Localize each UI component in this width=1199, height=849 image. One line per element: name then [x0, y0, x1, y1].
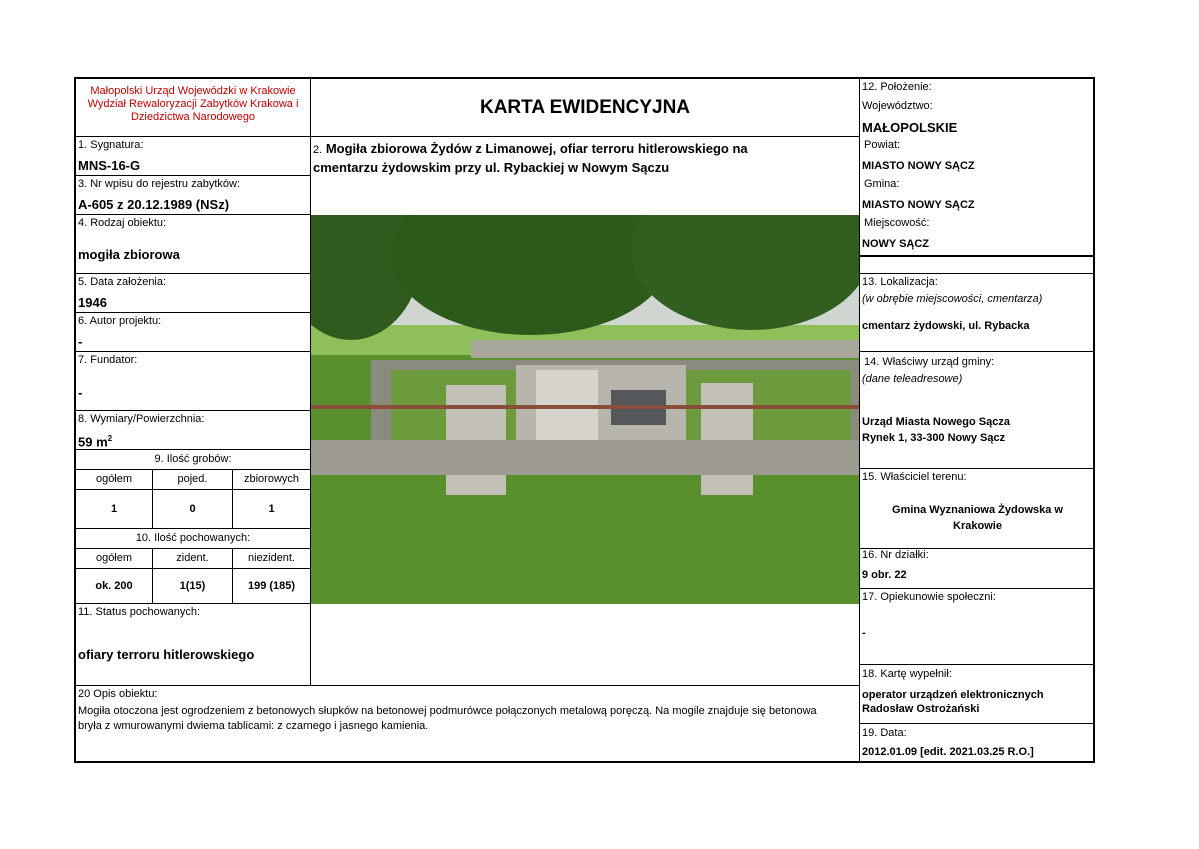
- wypelnil-value-1: operator urządzeń elektronicznych: [862, 689, 1044, 701]
- blank-cell: [311, 604, 860, 686]
- data-value: 2012.01.09 [edit. 2021.03.25 R.O.]: [862, 746, 1034, 758]
- dzialka-value: 9 obr. 22: [862, 569, 907, 581]
- rejestr-value: A-605 z 20.12.1989 (NSz): [78, 197, 230, 212]
- urzad-name: Urząd Miasta Nowego Sącza: [862, 416, 1010, 428]
- groby-ogolem-value: 1: [76, 490, 153, 529]
- fundator-value: -: [78, 385, 83, 400]
- wojewodztwo-value: MAŁOPOLSKIE: [862, 120, 958, 135]
- groby-header: 9. Ilość grobów:: [76, 450, 311, 470]
- lokalizacja-value: cmentarz żydowski, ul. Rybacka: [862, 320, 1030, 332]
- field-wymiary: 8. Wymiary/Powierzchnia: 59 $m^2$: [76, 411, 311, 450]
- office-name: Małopolski Urząd Wojewódzki w Krakowie Wydział Rewaloryzacji Zabytków Krakowa i Dziedzictwa Narodowego: [87, 85, 299, 123]
- opiekunowie-value: -: [862, 627, 866, 639]
- field-fundator: 7. Fundator: -: [76, 352, 311, 411]
- light-stone-tablet: [536, 370, 598, 450]
- page-title: KARTA EWIDENCYJNA: [479, 97, 691, 118]
- groby-zbiorowych-value: 1: [233, 490, 311, 529]
- metal-rail: [311, 405, 859, 409]
- sygnatura-value: MNS-16-G: [78, 158, 141, 173]
- pochowani-header: 10. Ilość pochowanych:: [76, 529, 311, 549]
- office-header: [76, 79, 311, 137]
- field-urzad-gminy: 14. Właściwy urząd gminy: (dane teleadresowe) Urząd Miasta Nowego Sącza Rynek 1, 33-300 Nowy Sącz: [860, 352, 1095, 469]
- pochowani-zident-value: 1(15): [153, 569, 233, 604]
- rear-fence: [471, 340, 859, 358]
- urzad-address: Rynek 1, 33-300 Nowy Sącz: [862, 432, 1006, 444]
- autor-value: -: [78, 334, 83, 349]
- row-divider: [860, 255, 1095, 257]
- groby-col-pojed: pojed.: [153, 470, 233, 490]
- wlasciciel-value-2: Krakowie: [953, 520, 1002, 532]
- field-rodzaj: 4. Rodzaj obiektu: mogiła zbiorowa: [76, 215, 311, 274]
- field-autor: 6. Autor projektu: -: [76, 313, 311, 352]
- field-sygnatura: 1. Sygnatura: MNS-16-G: [76, 137, 311, 176]
- wymiary-value: 59 $m^2$: [78, 434, 113, 450]
- card-title-cell: [311, 79, 860, 137]
- wlasciciel-value-1: Gmina Wyznaniowa Żydowska w: [892, 504, 1063, 516]
- field-wlasciciel: 15. Właściciel terenu: Gmina Wyznaniowa Żydowska w Krakowie: [860, 469, 1095, 549]
- rodzaj-value: mogiła zbiorowa: [78, 247, 180, 262]
- gmina-value: MIASTO NOWY SĄCZ: [862, 199, 975, 211]
- field-opiekunowie: 17. Opiekunowie społeczni: -: [860, 589, 1095, 665]
- field-wypelnil: 18. Kartę wypełnił: operator urządzeń elektronicznych Radosław Ostrożański: [860, 665, 1095, 724]
- wypelnil-value-2: Radosław Ostrożański: [862, 703, 980, 715]
- groby-pojed-value: 0: [153, 490, 233, 529]
- powiat-value: MIASTO NOWY SĄCZ: [862, 160, 975, 172]
- pochowani-col-niezident: niezident.: [233, 549, 311, 569]
- field-data-zalozenia: 5. Data założenia: 1946: [76, 274, 311, 313]
- field-status: 11. Status pochowanych: ofiary terroru hitlerowskiego: [76, 604, 311, 686]
- opis-line-1: Mogiła otoczona jest ogrodzeniem z betonowych słupków na betonowej podmurówce połączonych metalową poręczą. Na mogile znajduje się betonowa: [78, 705, 817, 717]
- field-polozenie: 12. Położenie: Województwo: MAŁOPOLSKIE Powiat: MIASTO NOWY SĄCZ Gmina: MIASTO NOWY SĄCZ Miejscowość: NOWY SĄCZ: [860, 79, 1095, 274]
- pochowani-col-zident: zident.: [153, 549, 233, 569]
- pochowani-col-ogolem: ogółem: [76, 549, 153, 569]
- field-dzialka: 16. Nr działki: 9 obr. 22: [860, 549, 1095, 589]
- data-zalozenia-value: 1946: [78, 295, 107, 310]
- pochowani-ogolem-value: ok. 200: [76, 569, 153, 604]
- foundation-wall: [311, 440, 859, 475]
- object-name: 2. Mogiła zbiorowa Żydów z Limanowej, ofiar terroru hitlerowskiego na cmentarzu żydowskim przy ul. Rybackiej w Nowym Sączu: [311, 137, 860, 215]
- post-right: [701, 383, 753, 495]
- pochowani-niezident-value: 199 (185): [233, 569, 311, 604]
- miejscowosc-value: NOWY SĄCZ: [862, 238, 930, 250]
- groby-col-zbiorowych: zbiorowych: [233, 470, 311, 490]
- groby-col-ogolem: ogółem: [76, 470, 153, 490]
- opis-line-2: bryła z wmurowanymi dwiema tablicami: z czarnego i jasnego kamienia.: [78, 720, 429, 732]
- record-card: [74, 77, 1095, 763]
- field-opis: 20 Opis obiektu: Mogiła otoczona jest ogrodzeniem z betonowych słupków na betonowej podmurówce połączonych metalową poręczą. Na mogile znajduje się betonowa bryła z wmurowanymi dwiema tablicami: z czarnego i jasnego kamienia.: [76, 686, 860, 763]
- status-value: ofiary terroru hitlerowskiego: [78, 647, 255, 662]
- cemetery-photo: [311, 215, 859, 604]
- field-data: 19. Data: 2012.01.09 [edit. 2021.03.25 R.O.]: [862, 727, 1034, 758]
- field-lokalizacja: 13. Lokalizacja: (w obrębie miejscowości, cmentarza) cmentarz żydowski, ul. Rybacka: [860, 274, 1095, 352]
- photo-area: [311, 215, 860, 604]
- field-rejestr: 3. Nr wpisu do rejestru zabytków: A-605 z 20.12.1989 (NSz): [76, 176, 311, 215]
